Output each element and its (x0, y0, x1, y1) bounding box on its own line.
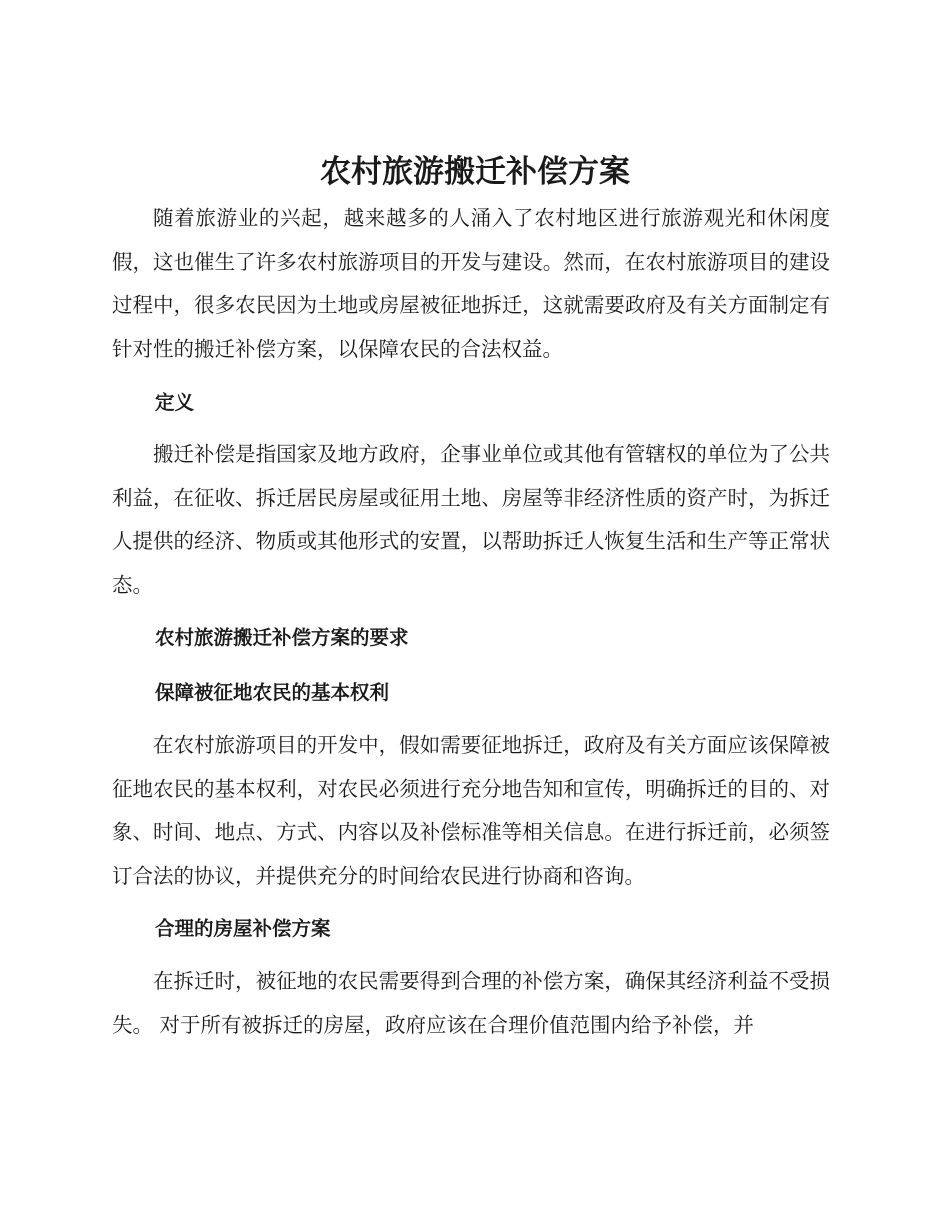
heading-requirements: 农村旅游搬迁补偿方案的要求 (155, 626, 409, 649)
intro-paragraph: 随着旅游业的兴起，越来越多的人涌入了农村地区进行旅游观光和休闲度假，这也催生了许多农村旅游项目的开发与建设。然而，在农村旅游项目的建设过程中，很多农民因为土地或房屋被征地拆迁，这就需要政府及有关方面制定有针对性的搬迁补偿方案，以保障农民的合法权益。 (112, 206, 830, 361)
document-title: 农村旅游搬迁补偿方案 (320, 154, 630, 190)
heading-housing: 合理的房屋补偿方案 (155, 917, 331, 940)
heading-definition: 定义 (155, 391, 195, 414)
rights-paragraph: 在农村旅游项目的开发中，假如需要征地拆迁，政府及有关方面应该保障被征地农民的基本权利，对农民必须进行充分地告知和宣传，明确拆迁的目的、对象、时间、地点、方式、内容以及补偿标准等相关信息。在进行拆迁前，必须签订合法的协议，并提供充分的时间给农民进行协商和咨询。 (112, 733, 830, 888)
heading-rights: 保障被征地农民的基本权利 (155, 681, 390, 704)
housing-paragraph: 在拆迁时，被征地的农民需要得到合理的补偿方案，确保其经济利益不受损失。 对于所有被拆迁的房屋，政府应该在合理价值范围内给予补偿，并 (112, 969, 830, 1037)
definition-paragraph: 搬迁补偿是指国家及地方政府，企事业单位或其他有管辖权的单位为了公共利益，在征收、拆迁居民房屋或征用土地、房屋等非经济性质的资产时，为拆迁人提供的经济、物质或其他形式的安置，以帮助拆迁人恢复生活和生产等正常状态。 (112, 442, 830, 597)
